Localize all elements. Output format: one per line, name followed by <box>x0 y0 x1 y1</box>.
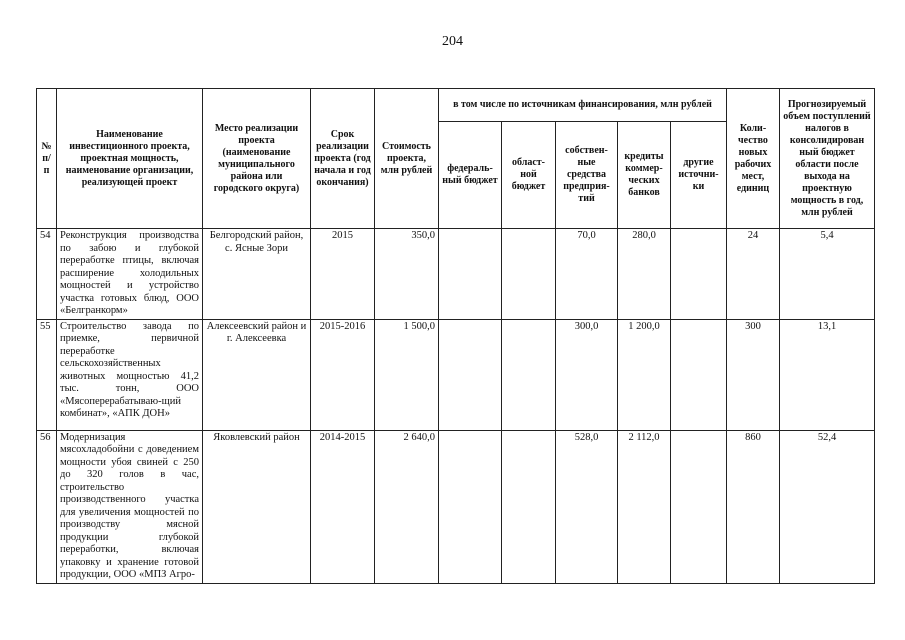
header-own-funds: собствен-ные средства предприя-тий <box>556 122 618 229</box>
cell-taxes: 5,4 <box>780 229 875 320</box>
table-row <box>37 319 875 430</box>
cell-cost: 1 500,0 <box>375 319 439 430</box>
cell-regional <box>502 430 556 583</box>
header-num: № п/п <box>37 89 57 229</box>
cell-federal <box>439 229 502 320</box>
cell-term: 2015 <box>311 229 375 320</box>
cell-term: 2015-2016 <box>311 319 375 430</box>
page-number: 204 <box>442 34 463 49</box>
table-row <box>37 430 875 583</box>
header-sources-group: в том числе по источникам финансирования, млн рублей <box>439 89 727 122</box>
header-term: Срок реализации проекта (год начала и год окончания) <box>311 89 375 229</box>
cell-own-funds: 528,0 <box>556 430 618 583</box>
cell-place: Яковлевский район <box>203 430 311 583</box>
header-federal: федераль-ный бюджет <box>439 122 502 229</box>
cell-place: Алексеевский район и г. Алексеевка <box>203 319 311 430</box>
header-taxes: Прогнозируемый объем поступлений налогов в консолидирован ный бюджет области после выхода на проектную мощность в год, млн рублей <box>780 89 875 229</box>
header-place: Место реализации проекта (наименование муниципального района или городского округа) <box>203 89 311 229</box>
cell-project-name: Модернизация мясохладобойни с доведением мощности убоя свиней с 250 до 320 голов в час, строительство производственного участка для увеличения мощностей по производству мясной продукции глубокой переработки, включая упаковку и хранение готовой продукции, ООО «МПЗ Агро- <box>57 430 203 583</box>
table-row <box>37 229 875 320</box>
cell-jobs: 860 <box>727 430 780 583</box>
cell-project-name: Реконструкция производства по забою и глубокой переработке птицы, включая расширение холодильных мощностей и устройство участка готовых блюд, ООО «Белгранкорм» <box>57 229 203 320</box>
cell-num: 56 <box>37 430 57 583</box>
cell-place: Белгородский район, с. Ясные Зори <box>203 229 311 320</box>
cell-term: 2014-2015 <box>311 430 375 583</box>
cell-num: 55 <box>37 319 57 430</box>
header-jobs: Коли-чество новых рабочих мест, единиц <box>727 89 780 229</box>
cell-jobs: 24 <box>727 229 780 320</box>
cell-credits: 1 200,0 <box>618 319 671 430</box>
header-other-sources: другие источни-ки <box>671 122 727 229</box>
cell-jobs: 300 <box>727 319 780 430</box>
cell-own-funds: 70,0 <box>556 229 618 320</box>
cell-regional <box>502 229 556 320</box>
investment-projects-table <box>36 88 875 584</box>
cell-other-sources <box>671 229 727 320</box>
header-row <box>37 89 875 122</box>
cell-federal <box>439 430 502 583</box>
cell-federal <box>439 319 502 430</box>
cell-project-name: Строительство завода по приемке, первичной переработке сельскохозяйственных животных мощностью 41,2 тыс. тонн, ООО «Мясоперерабатываю-щий комбинат», «АПК ДОН» <box>57 319 203 430</box>
cell-taxes: 13,1 <box>780 319 875 430</box>
header-project-name: Наименование инвестиционного проекта, проектная мощность, наименование организации, реализующей проект <box>57 89 203 229</box>
cell-credits: 2 112,0 <box>618 430 671 583</box>
cell-taxes: 52,4 <box>780 430 875 583</box>
cell-other-sources <box>671 430 727 583</box>
cell-cost: 350,0 <box>375 229 439 320</box>
header-cost: Стоимость проекта, млн рублей <box>375 89 439 229</box>
cell-regional <box>502 319 556 430</box>
header-credits: кредиты коммер-ческих банков <box>618 122 671 229</box>
cell-credits: 280,0 <box>618 229 671 320</box>
cell-own-funds: 300,0 <box>556 319 618 430</box>
cell-other-sources <box>671 319 727 430</box>
cell-num: 54 <box>37 229 57 320</box>
cell-cost: 2 640,0 <box>375 430 439 583</box>
header-regional: област-ной бюджет <box>502 122 556 229</box>
